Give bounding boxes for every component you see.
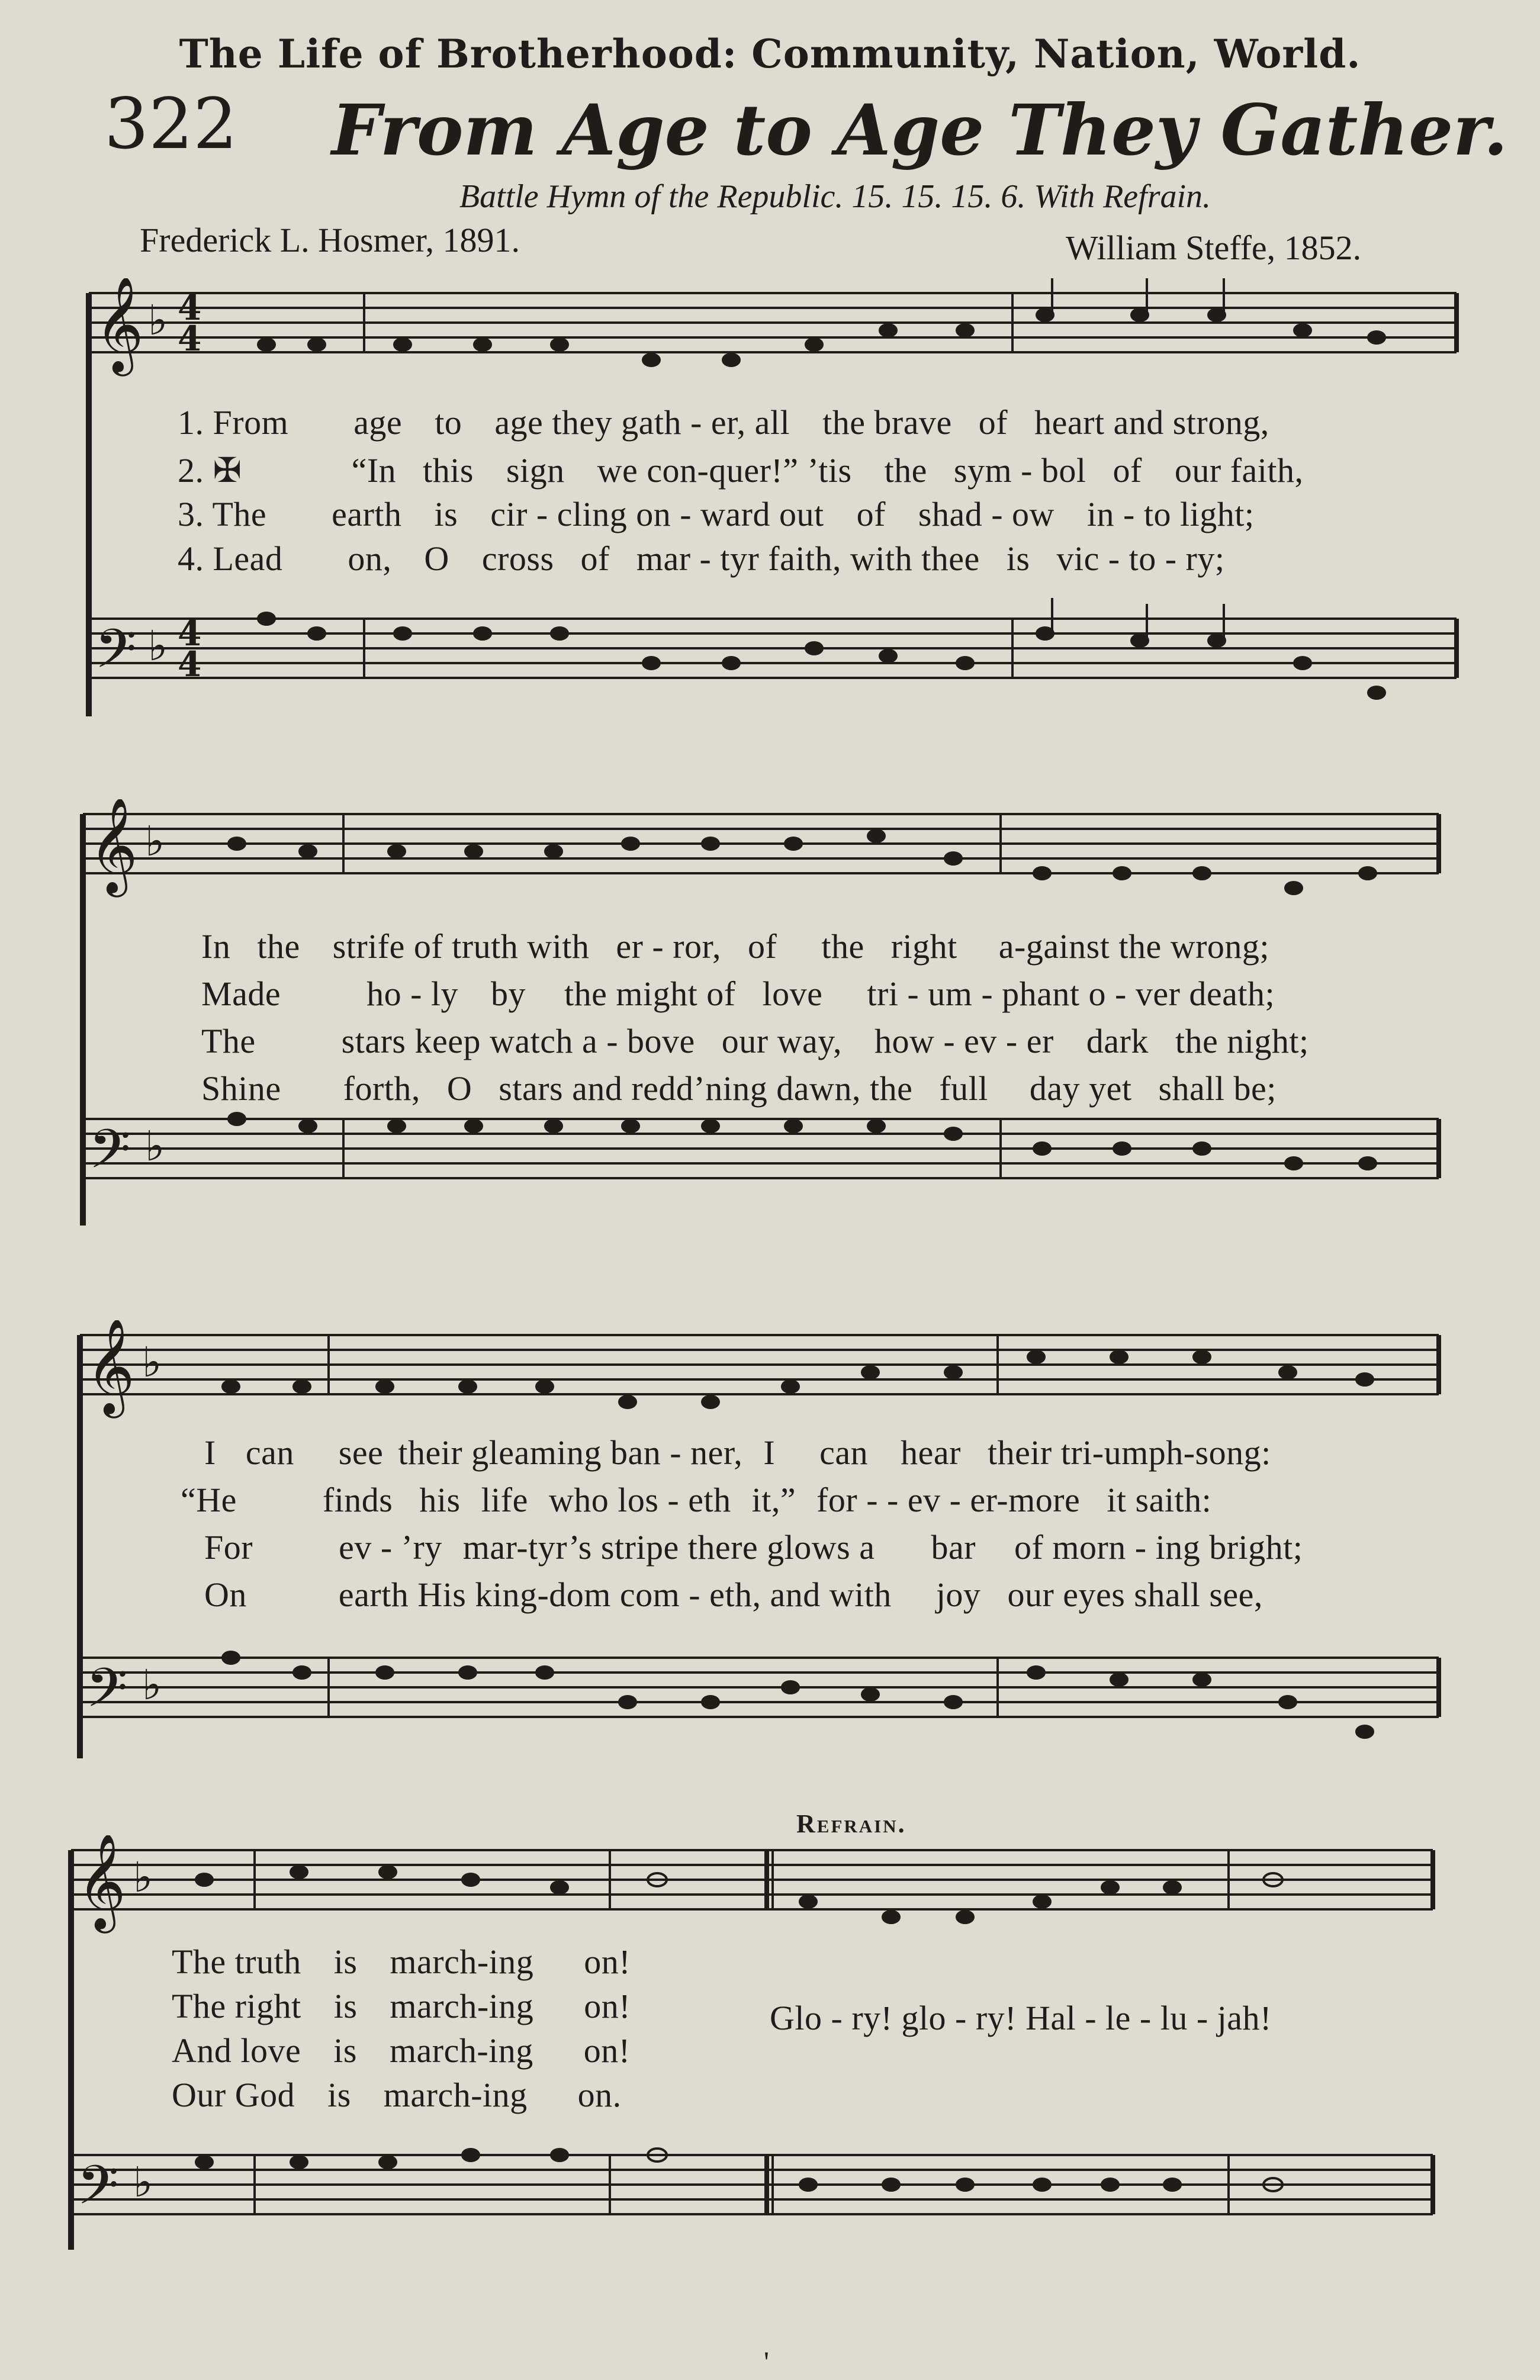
composer-credit: William Steffe, 1852.	[1066, 229, 1362, 267]
svg-text:𝄢: 𝄢	[95, 617, 137, 693]
section-header: The Life of Brotherhood: Community, Nation, World.	[179, 31, 1361, 77]
svg-text:𝄢: 𝄢	[77, 2154, 119, 2230]
svg-text:4: 4	[178, 319, 202, 359]
svg-text:♭: ♭	[145, 817, 165, 866]
refrain-lyric-line: Glo - ry! glo - ry! Hal - le - lu - jah!	[770, 1999, 1272, 2037]
svg-text:4: 4	[178, 288, 202, 328]
svg-text:♭: ♭	[148, 622, 168, 670]
refrain-label: Refrain.	[796, 1809, 906, 1838]
svg-text:♭: ♭	[142, 1338, 162, 1387]
system-3-lyric-line-4: On earth His king-dom com - eth, and with joy our eyes shall see,	[204, 1575, 1263, 1614]
music-system-2	[0, 799, 1540, 1249]
svg-text:♭: ♭	[145, 1122, 165, 1170]
svg-text:4: 4	[178, 644, 202, 684]
system-1-lyric-line-2: 2. ✠ “In this sign we con-quer!” ’tis the sym - bol of our faith,	[178, 451, 1304, 490]
tune-info: Battle Hymn of the Republic. 15. 15. 15. 6. With Refrain.	[459, 178, 1211, 215]
system-4-lyric-line-2: The right is march-ing on!	[172, 1987, 631, 2025]
svg-text:♭: ♭	[133, 1853, 153, 1902]
svg-text:♭: ♭	[133, 2158, 153, 2207]
music-system-3	[0, 1320, 1540, 1770]
svg-text:4: 4	[178, 613, 202, 654]
system-2-lyric-line-1: In the strife of truth with er - ror, of the right a-gainst the wrong;	[201, 927, 1270, 966]
author-credit: Frederick L. Hosmer, 1891.	[140, 221, 520, 259]
svg-text:𝄢: 𝄢	[89, 1118, 131, 1194]
hymn-title: From Age to Age They Gather.	[332, 89, 1508, 171]
svg-text:𝄞: 𝄞	[86, 1320, 135, 1414]
system-3-lyric-line-2: “He finds his life who los - eth it,” for - - ev - er-more it saith:	[181, 1481, 1212, 1519]
system-2-lyric-line-2: Made ho - ly by the might of love tri - um - phant o - ver death;	[201, 974, 1275, 1013]
system-1-lyric-line-3: 3. The earth is cir - cling on - ward out of shad - ow in - to light;	[178, 495, 1255, 533]
svg-text:𝄞: 𝄞	[89, 799, 138, 893]
system-3-lyric-line-1: I can see their gleaming ban - ner, I can hear their tri-umph-song:	[204, 1433, 1271, 1472]
music-system-4	[0, 1835, 1540, 2285]
svg-text:♭: ♭	[142, 1661, 162, 1709]
system-2-lyric-line-4: Shine forth, O stars and redd’ning dawn, the full day yet shall be;	[201, 1069, 1277, 1108]
svg-text:♭: ♭	[148, 296, 168, 345]
system-1-lyric-line-1: 1. From age to age they gath - er, all the brave of heart and strong,	[178, 403, 1269, 442]
margin-mark: '	[764, 2345, 770, 2378]
svg-text:𝄞: 𝄞	[77, 1835, 126, 1929]
music-system-1	[0, 278, 1540, 728]
system-1-lyric-line-4: 4. Lead on, O cross of mar - tyr faith, with thee is vic - to - ry;	[178, 539, 1225, 578]
hymn-number: 322	[104, 83, 238, 165]
system-2-lyric-line-3: The stars keep watch a - bove our way, how - ev - er dark the night;	[201, 1022, 1309, 1060]
system-3-lyric-line-3: For ev - ’ry mar-tyr’s stripe there glows a bar of morn - ing bright;	[204, 1528, 1303, 1567]
system-4-lyric-line-4: Our God is march-ing on.	[172, 2076, 622, 2114]
svg-text:𝄞: 𝄞	[95, 278, 144, 372]
system-4-lyric-line-3: And love is march-ing on!	[172, 2031, 631, 2070]
system-4-lyric-line-1: The truth is march-ing on!	[172, 1942, 631, 1981]
svg-text:𝄢: 𝄢	[86, 1657, 128, 1732]
